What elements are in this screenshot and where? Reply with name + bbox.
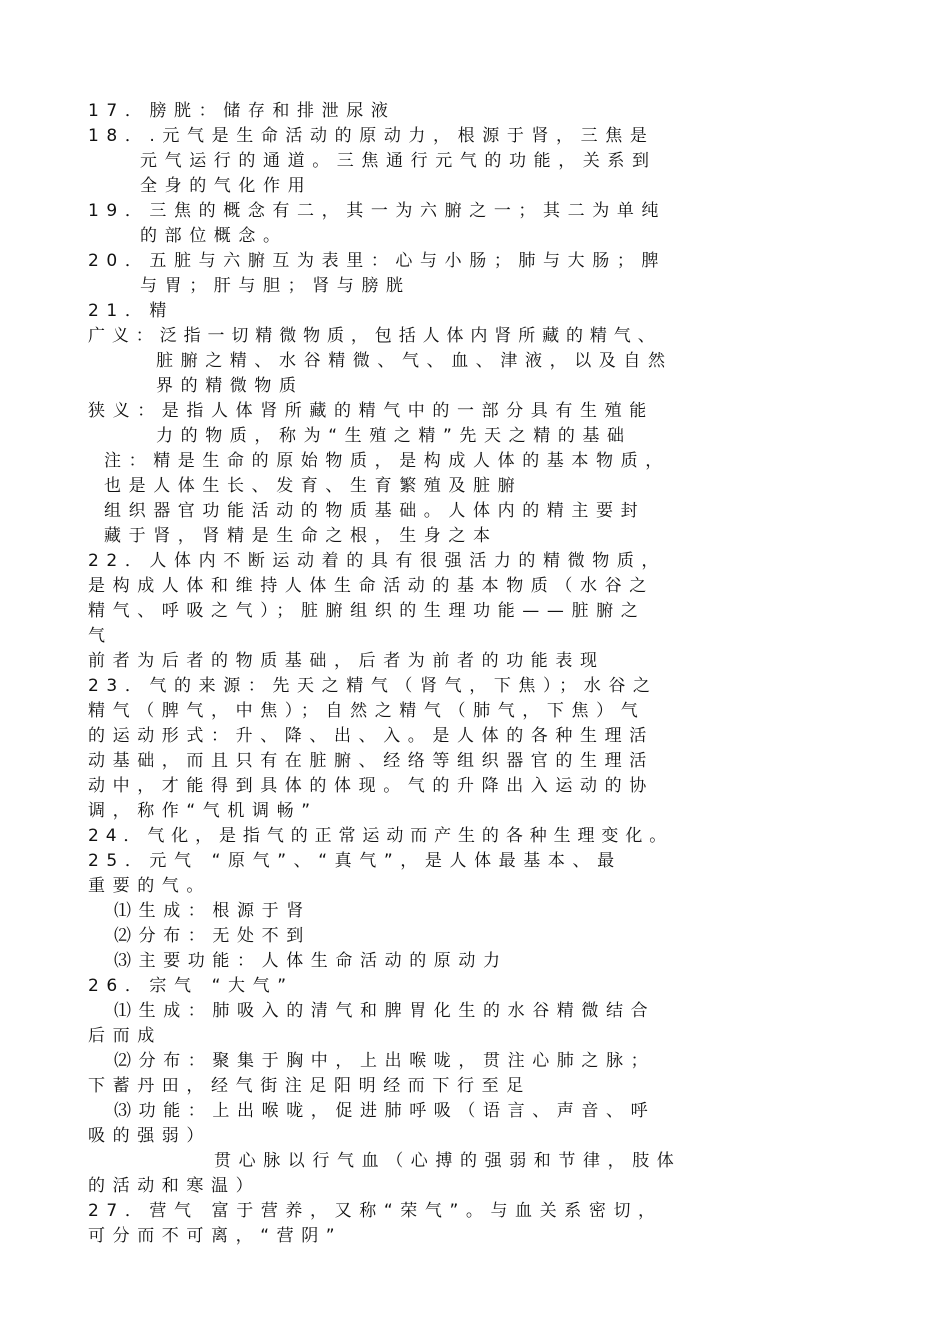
- text-line: ⑴生成：肺吸入的清气和脾胃化生的水谷精微结合: [114, 1001, 656, 1021]
- text-line: 22．人体内不断运动着的具有很强活力的精微物质，: [88, 551, 667, 571]
- text-line: 调，称作“气机调畅”: [88, 801, 318, 821]
- text-line: ⑶功能：上出喉咙，促进肺呼吸（语言、声音、呼: [114, 1101, 656, 1121]
- text-line: 广义：泛指一切精微物质，包括人体内肾所藏的精气、: [88, 326, 662, 346]
- text-line: 下蓄丹田，经气街注足阳明经而下行至足: [88, 1076, 531, 1096]
- text-line: ⑴生成：根源于肾: [114, 901, 311, 921]
- text-line: 25．元气 “原气”、“真气”，是人体最基本、最: [88, 851, 622, 871]
- text-line: ⑵分布：无处不到: [114, 926, 311, 946]
- text-line: 狭义：是指人体肾所藏的精气中的一部分具有生殖能: [88, 401, 654, 421]
- text-line: 后而成: [88, 1026, 162, 1046]
- text-line: 脏腑之精、水谷精微、气、血、津液，以及自然: [156, 351, 673, 371]
- text-line: 是构成人体和维持人体生命活动的基本物质（水谷之: [88, 576, 654, 596]
- text-line: ⑶主要功能：人体生命活动的原动力: [114, 951, 508, 971]
- text-line: 前者为后者的物质基础，后者为前者的功能表现: [88, 651, 605, 671]
- text-line: 动中，才能得到具体的体现。气的升降出入运动的协: [88, 776, 654, 796]
- text-line: 组织器官功能活动的物质基础。人体内的精主要封: [104, 501, 646, 521]
- text-line: 26．宗气 “大气”: [88, 976, 294, 996]
- text-line: 力的物质，称为“生殖之精”先天之精的基础: [156, 426, 632, 446]
- text-line: 18．.元气是生命活动的原动力，根源于肾，三焦是: [88, 126, 655, 146]
- text-line: 重要的气。: [88, 876, 211, 896]
- text-line: 17．膀胱：储存和排泄尿液: [88, 101, 396, 121]
- text-line: 气: [88, 626, 113, 646]
- text-line: 与胃；肝与胆；肾与膀胱: [140, 276, 411, 296]
- text-line: 精气（脾气，中焦）；自然之精气（肺气，下焦）气: [88, 701, 646, 721]
- text-line: 的部位概念。: [140, 226, 288, 246]
- text-line: 23．气的来源：先天之精气（肾气，下焦）；水谷之: [88, 676, 658, 696]
- text-line: 贯心脉以行气血（心搏的强弱和节律，肢体: [214, 1151, 682, 1171]
- text-line: 可分而不可离，“营阴”: [88, 1226, 343, 1246]
- text-line: 全身的气化作用: [140, 176, 313, 196]
- text-line: ⑵分布：聚集于胸中，上出喉咙，贯注心肺之脉；: [114, 1051, 656, 1071]
- text-line: 19．三焦的概念有二，其一为六腑之一；其二为单纯: [88, 201, 667, 221]
- text-line: 的运动形式：升、降、出、入。是人体的各种生理活: [88, 726, 654, 746]
- text-line: 20．五脏与六腑互为表里：心与小肠；肺与大肠；脾: [88, 251, 667, 271]
- text-line: 的活动和寒温）: [88, 1176, 261, 1196]
- text-line: 也是人体生长、发育、生育繁殖及脏腑: [104, 476, 523, 496]
- text-line: 藏于肾，肾精是生命之根，生身之本: [104, 526, 498, 546]
- text-line: 21．精: [88, 301, 175, 321]
- text-line: 精气、呼吸之气）；脏腑组织的生理功能——脏腑之: [88, 601, 646, 621]
- text-line: 界的精微物质: [156, 376, 304, 396]
- text-line: 24．气化，是指气的正常运动而产生的各种生理变化。: [88, 826, 674, 846]
- text-line: 动基础，而且只有在脏腑、经络等组织器官的生理活: [88, 751, 654, 771]
- text-line: 吸的强弱）: [88, 1126, 211, 1146]
- text-line: 注：精是生命的原始物质，是构成人体的基本物质，: [104, 451, 670, 471]
- text-line: 元气运行的通道。三焦通行元气的功能，关系到: [140, 151, 657, 171]
- text-line: 27．营气 富于营养，又称“荣气”。与血关系密切，: [88, 1201, 663, 1221]
